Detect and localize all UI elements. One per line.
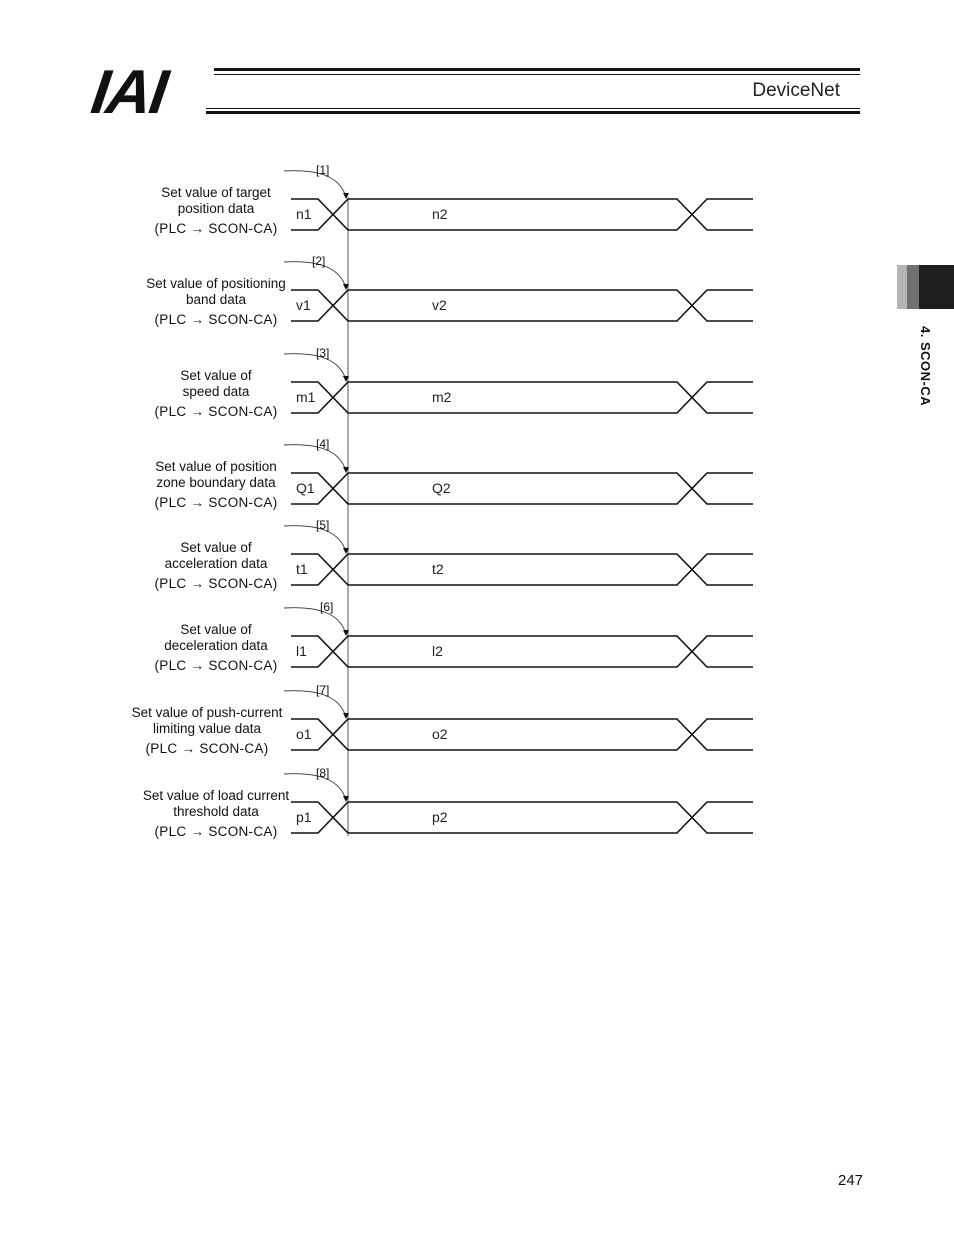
signal-5-tag: [5] (316, 518, 330, 532)
side-tab-label: 4. SCON-CA (918, 326, 933, 407)
signal-6-label-line-1: Set value of (180, 622, 252, 637)
signal-2-direction: (PLC → SCON-CA) (154, 312, 278, 327)
signal-5-new-value: t2 (432, 560, 444, 577)
signal-2-old-value: v1 (296, 296, 311, 313)
signal-4-tag: [4] (316, 437, 330, 451)
signal-3-old-value: m1 (296, 388, 316, 405)
signal-7-label-line-1: Set value of push-current (131, 705, 283, 720)
signal-6-label-line-2: deceleration data (164, 638, 268, 653)
signal-6-tag: [6] (320, 600, 334, 614)
signal-8-new-value: p2 (432, 808, 448, 825)
signal-6-label (126, 622, 306, 674)
signal-3-label (126, 368, 306, 420)
signal-7-tag: [7] (316, 683, 330, 697)
signal-7-label (117, 705, 297, 757)
signal-5-label (126, 540, 306, 592)
signal-1-tag: [1] (316, 163, 330, 177)
signal-3-direction: (PLC → SCON-CA) (154, 404, 278, 419)
signal-1-label-line-1: Set value of target (161, 185, 271, 200)
signal-8-waveform (291, 802, 753, 833)
signal-8-old-value: p1 (296, 808, 312, 825)
signal-1-waveform (291, 199, 753, 230)
signal-3-tag: [3] (316, 346, 330, 360)
signal-1-label (126, 185, 306, 237)
signal-4-label-line-2: zone boundary data (156, 475, 276, 490)
signal-5-old-value: t1 (296, 560, 308, 577)
signal-1-direction: (PLC → SCON-CA) (154, 221, 278, 236)
signal-4-direction: (PLC → SCON-CA) (154, 495, 278, 510)
signal-8-tag: [8] (316, 766, 330, 780)
signal-4-label (126, 459, 306, 511)
signal-1-old-value: n1 (296, 205, 312, 222)
iai-logo: IAI (87, 58, 171, 127)
signal-8-label (126, 788, 306, 840)
signal-5-label-line-2: acceleration data (164, 556, 268, 571)
page-number: 247 (838, 1172, 864, 1189)
signal-2-waveform (291, 290, 753, 321)
signal-5-direction: (PLC → SCON-CA) (154, 576, 278, 591)
signal-5-waveform (291, 554, 753, 585)
signal-2-label-line-1: Set value of positioning (146, 276, 286, 291)
signal-1-label-line-2: position data (177, 201, 255, 216)
signal-3-waveform (291, 382, 753, 413)
signal-4-new-value: Q2 (432, 479, 451, 496)
signal-8-label-line-1: Set value of load current (142, 788, 290, 803)
signal-7-new-value: o2 (432, 725, 448, 742)
signal-7-old-value: o1 (296, 725, 312, 742)
signal-4-waveform (291, 473, 753, 504)
signal-3-label-line-2: speed data (182, 384, 250, 399)
signal-1-new-value: n2 (432, 205, 448, 222)
header-title: DeviceNet (752, 80, 840, 101)
signal-4-label-line-1: Set value of position (155, 459, 277, 474)
signal-3-new-value: m2 (432, 388, 452, 405)
signal-6-waveform (291, 636, 753, 667)
signal-6-direction: (PLC → SCON-CA) (154, 658, 278, 673)
signal-5-label-line-1: Set value of (180, 540, 252, 555)
signal-8-label-line-2: threshold data (173, 804, 259, 819)
signal-6-new-value: l2 (432, 642, 443, 659)
signal-8-direction: (PLC → SCON-CA) (154, 824, 278, 839)
signal-7-waveform (291, 719, 753, 750)
signal-7-direction: (PLC → SCON-CA) (145, 741, 269, 756)
signal-4-old-value: Q1 (296, 479, 315, 496)
signal-2-label (126, 276, 306, 328)
signal-2-tag: [2] (312, 254, 326, 268)
signal-7-label-line-2: limiting value data (152, 721, 262, 736)
signal-3-label-line-1: Set value of (180, 368, 252, 383)
signal-2-new-value: v2 (432, 296, 447, 313)
signal-2-label-line-2: band data (185, 292, 247, 307)
signal-6-old-value: l1 (296, 642, 307, 659)
